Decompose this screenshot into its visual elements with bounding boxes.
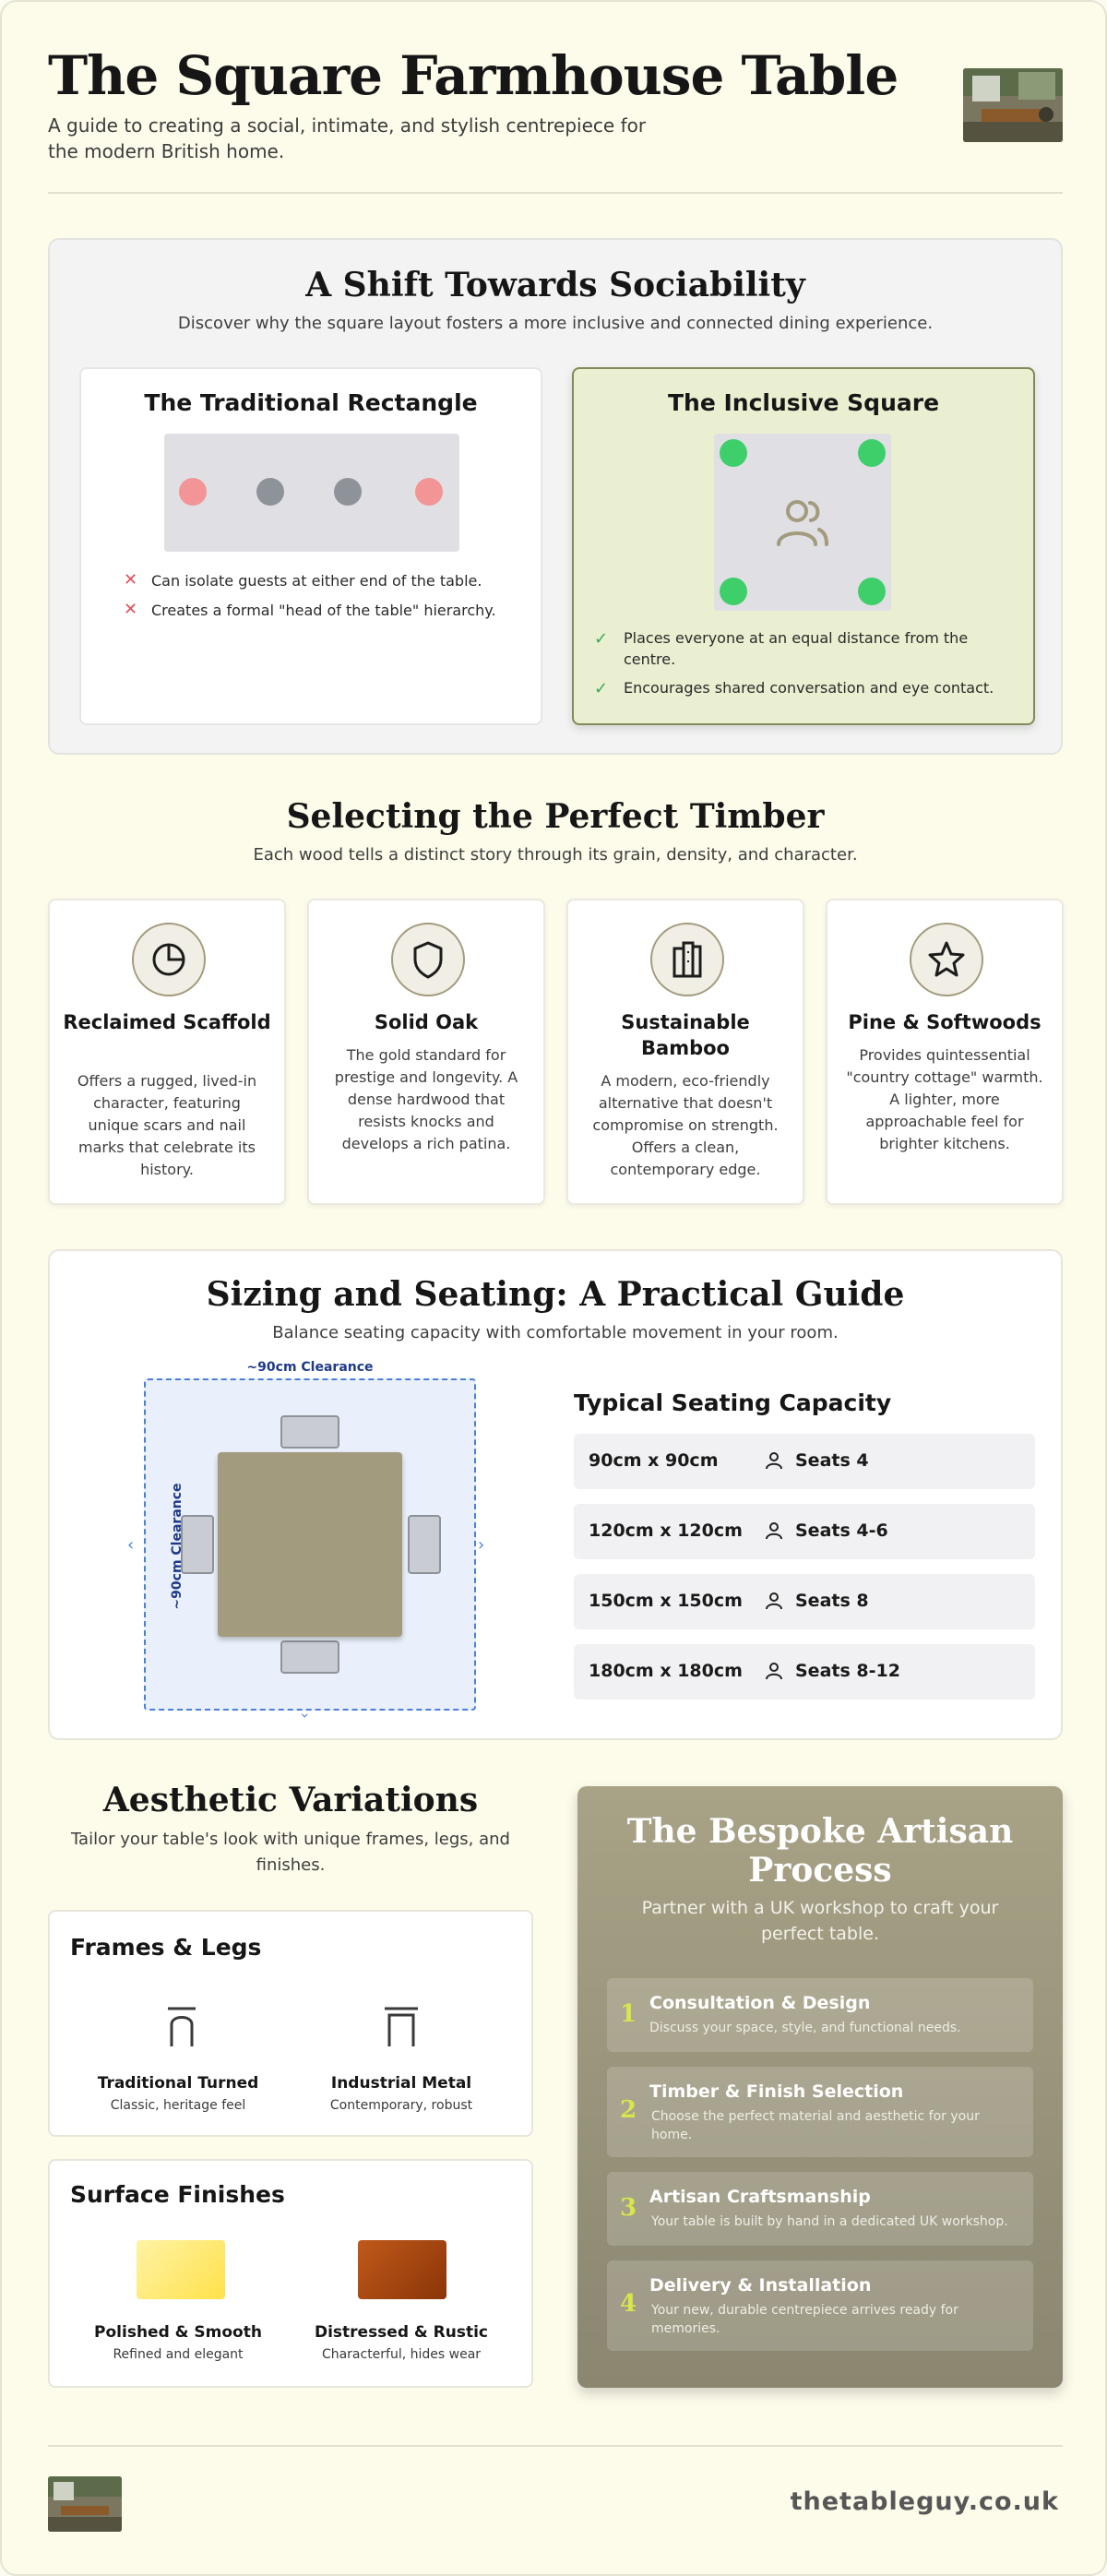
step-title: Artisan Craftsmanship <box>649 2187 871 2207</box>
process-step <box>607 2067 1033 2157</box>
page-header <box>48 39 1063 164</box>
square-card <box>572 367 1035 725</box>
timber-card-bamboo <box>566 899 804 1205</box>
chair <box>408 1515 441 1574</box>
capacity-row <box>574 1644 1035 1699</box>
bamboo-icon <box>650 923 724 996</box>
pie-chart-icon <box>132 923 206 996</box>
metal-leg-icon <box>384 2006 419 2048</box>
finish-name: Distressed & Rustic <box>314 2323 489 2342</box>
turned-leg-icon <box>166 2006 197 2048</box>
capacity-size: 150cm x 150cm <box>589 1591 743 1611</box>
step-number: 4 <box>620 2290 637 2318</box>
sizing-title: Sizing and Seating: A Practical Guide <box>206 1275 905 1314</box>
square-point: Places everyone at an equal distance from the centre. <box>624 629 969 668</box>
rectangle-point: Can isolate guests at either end of the table. <box>151 572 482 590</box>
step-desc: Your table is built by hand in a dedicated UK workshop. <box>651 2214 1008 2229</box>
rectangle-card <box>79 367 542 725</box>
artisan-title: The Bespoke Artisan Process <box>626 1812 1014 1890</box>
frame-desc: Classic, heritage feel <box>110 2098 246 2113</box>
step-title: Consultation & Design <box>649 1993 871 2013</box>
person-icon <box>764 1661 784 1681</box>
finishes-panel <box>48 2159 533 2388</box>
finish-desc: Characterful, hides wear <box>321 2347 482 2362</box>
person-icon <box>764 1521 784 1541</box>
step-desc: Discuss your space, style, and functional needs. <box>649 2021 961 2035</box>
timber-title: Selecting the Perfect Timber <box>286 797 825 836</box>
rectangle-table-diagram <box>164 434 459 552</box>
square-title: The Inclusive Square <box>667 389 940 416</box>
check-icon: ✓ <box>594 629 609 649</box>
guest-seat <box>720 439 747 467</box>
sociability-title: A Shift Towards Sociability <box>305 266 805 304</box>
step-desc: Choose the perfect material and aesthetic for your home. <box>651 2109 980 2142</box>
timber-title-text: Solid Oak <box>374 1011 479 1033</box>
capacity-size: 120cm x 120cm <box>589 1521 743 1541</box>
artisan-subtitle: Partner with a UK workshop to craft your perfect table. <box>641 1898 999 1944</box>
guest-seat <box>720 578 747 605</box>
timber-desc: Offers a rugged, lived-in character, featuring unique scars and nail marks that celebrate its history. <box>77 1072 257 1178</box>
finishes-title: Surface Finishes <box>70 2181 285 2208</box>
guest-seat <box>858 439 886 467</box>
artisan-panel <box>577 1786 1063 2388</box>
capacity-row <box>574 1434 1035 1489</box>
chevron-left-icon: ‹ <box>127 1535 135 1555</box>
timber-title-text: Pine & Softwoods <box>848 1011 1042 1033</box>
capacity-seats: Seats 4 <box>795 1450 869 1471</box>
aesthetic-title: Aesthetic Variations <box>102 1781 479 1819</box>
timber-desc: The gold standard for prestige and longevity. A dense hardwood that resists knocks and develops a rich patina. <box>334 1046 518 1152</box>
clearance-diagram <box>144 1378 476 1711</box>
cross-icon: ✕ <box>124 570 138 590</box>
capacity-row <box>574 1504 1035 1559</box>
timber-card-pine <box>826 899 1064 1205</box>
footer-divider <box>48 2445 1063 2447</box>
capacity-row <box>574 1574 1035 1629</box>
footer-photo <box>48 2476 122 2532</box>
step-title: Delivery & Installation <box>649 2275 872 2296</box>
finish-desc: Refined and elegant <box>113 2347 244 2362</box>
capacity-seats: Seats 8 <box>795 1591 869 1611</box>
header-divider <box>48 192 1063 194</box>
process-step <box>607 1978 1033 2052</box>
capacity-seats: Seats 8-12 <box>795 1661 900 1681</box>
sizing-section <box>48 1249 1063 1740</box>
frame-name: Industrial Metal <box>330 2074 472 2093</box>
timber-title-text: Sustainable Bamboo <box>621 1011 750 1059</box>
guest-seat <box>256 478 284 506</box>
frame-desc: Contemporary, robust <box>329 2098 473 2113</box>
frames-panel <box>48 1910 533 2137</box>
chair <box>280 1640 339 1674</box>
people-icon <box>773 493 832 552</box>
step-title: Timber & Finish Selection <box>649 2081 904 2102</box>
step-desc: Your new, durable centrepiece arrives ready for memories. <box>651 2303 958 2336</box>
guest-seat-end <box>179 478 207 506</box>
capacity-seats: Seats 4-6 <box>795 1521 888 1541</box>
check-icon: ✓ <box>594 679 609 698</box>
step-number: 1 <box>620 2000 637 2028</box>
step-number: 2 <box>620 2096 637 2124</box>
footer-brand[interactable]: thetableguy.co.uk <box>790 2487 1059 2516</box>
chair <box>280 1415 339 1449</box>
step-number: 3 <box>620 2194 637 2222</box>
guest-seat <box>858 578 886 605</box>
person-icon <box>764 1450 784 1471</box>
sociability-subtitle: Discover why the square layout fosters a more inclusive and connected dining experience. <box>177 314 934 333</box>
rectangle-point: Creates a formal "head of the table" hierarchy. <box>151 602 496 619</box>
process-step <box>607 2172 1033 2246</box>
star-icon <box>910 923 983 996</box>
frames-title: Frames & Legs <box>70 1934 262 1961</box>
page-subtitle: A guide to creating a social, intimate, and stylish centrepiece for the modern British home. <box>48 114 647 162</box>
cross-icon: ✕ <box>124 600 138 619</box>
timber-title-text: Reclaimed Scaffold <box>63 1011 271 1033</box>
timber-desc: A modern, eco-friendly alternative that doesn't compromise on strength. Offers a clean, contemporary edge. <box>592 1072 779 1178</box>
frame-name: Traditional Turned <box>97 2074 259 2093</box>
capacity-size: 90cm x 90cm <box>589 1450 719 1471</box>
chevron-down-icon: › <box>296 1712 315 1719</box>
chevron-right-icon: › <box>478 1535 485 1555</box>
rectangle-title: The Traditional Rectangle <box>144 389 478 416</box>
timber-subtitle: Each wood tells a distinct story through its grain, density, and character. <box>253 845 858 865</box>
clearance-top-label: ~90cm Clearance <box>246 1360 374 1375</box>
shield-icon <box>391 923 465 996</box>
sociability-section <box>48 238 1063 755</box>
aesthetic-subtitle: Tailor your table's look with unique frames, legs, and finishes. <box>71 1830 510 1875</box>
guest-seat-end <box>415 478 443 506</box>
person-icon <box>764 1591 784 1611</box>
square-point: Encourages shared conversation and eye contact. <box>624 679 994 697</box>
finish-name: Polished & Smooth <box>94 2323 262 2342</box>
square-table <box>218 1452 402 1637</box>
distressed-swatch <box>358 2240 446 2299</box>
header-photo <box>963 68 1063 142</box>
clearance-side-label: ~90cm Clearance <box>170 1483 184 1610</box>
capacity-size: 180cm x 180cm <box>589 1661 743 1681</box>
timber-card-reclaimed <box>48 899 286 1205</box>
capacity-title: Typical Seating Capacity <box>574 1389 892 1416</box>
square-table-diagram <box>714 434 891 611</box>
sizing-subtitle: Balance seating capacity with comfortable movement in your room. <box>272 1323 839 1342</box>
polished-swatch <box>137 2240 225 2299</box>
page-title: The Square Farmhouse Table <box>48 44 899 107</box>
timber-desc: Provides quintessential "country cottage" warmth. A lighter, more approachable feel for brighter kitchens. <box>846 1046 1043 1152</box>
process-step <box>607 2260 1033 2351</box>
guest-seat <box>334 478 362 506</box>
timber-card-oak <box>307 899 545 1205</box>
